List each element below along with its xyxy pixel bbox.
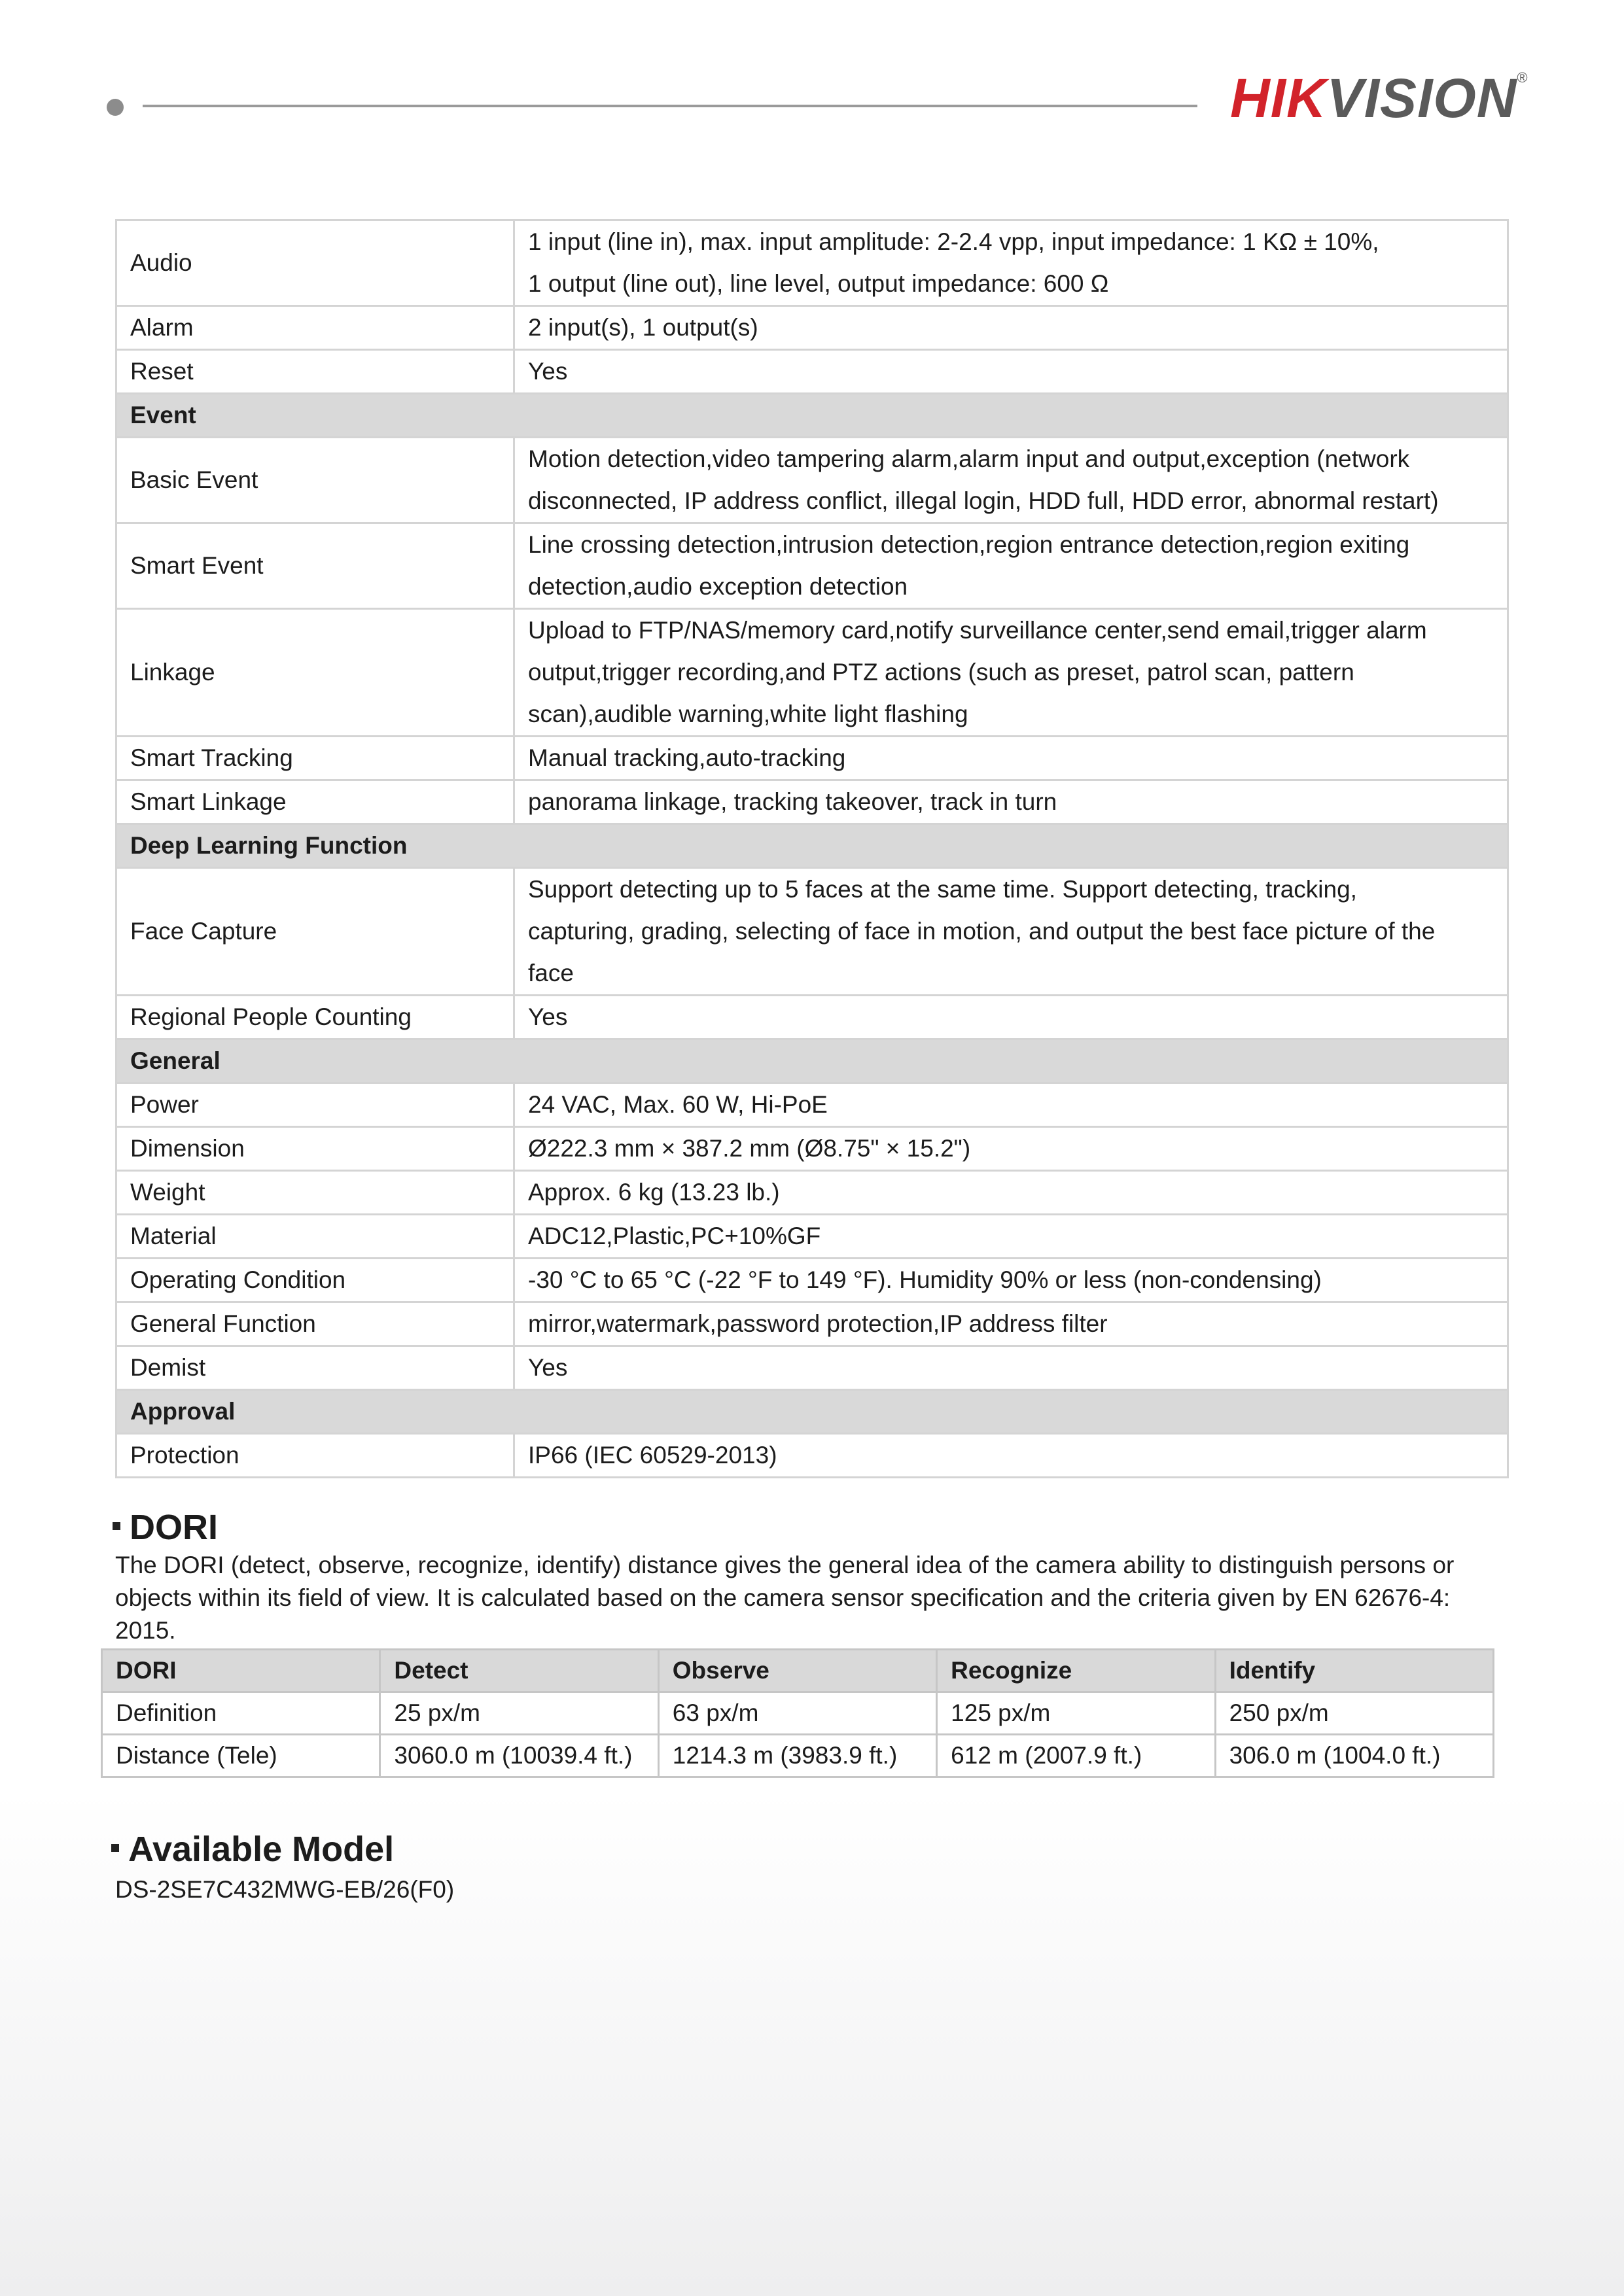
spec-value-line: panorama linkage, tracking takeover, track in turn — [528, 788, 1057, 815]
dori-header-cell: DORI — [102, 1650, 380, 1692]
model-name: DS-2SE7C432MWG-EB/26(F0) — [115, 1876, 455, 1903]
spec-key: General Function — [116, 1302, 514, 1346]
dori-row — [102, 1692, 1494, 1735]
spec-table — [115, 219, 1509, 1478]
dori-header-cell: Recognize — [937, 1650, 1215, 1692]
spec-value-line: detection,audio exception detection — [528, 573, 908, 600]
spec-key: Smart Linkage — [116, 780, 514, 824]
available-model-heading: Available Model — [111, 1832, 394, 1867]
spec-value-line: Manual tracking,auto-tracking — [528, 744, 846, 771]
spec-row — [116, 1259, 1508, 1302]
spec-row — [116, 438, 1508, 523]
spec-row — [116, 1171, 1508, 1215]
spec-row — [116, 780, 1508, 824]
spec-row — [116, 1083, 1508, 1127]
spec-key: Material — [116, 1215, 514, 1259]
spec-value-line: 24 VAC, Max. 60 W, Hi-PoE — [528, 1091, 828, 1118]
spec-value-line: scan),audible warning,white light flashing — [528, 701, 968, 727]
dori-heading: DORI — [113, 1510, 218, 1545]
spec-value — [514, 780, 1508, 824]
spec-value-line: 2 input(s), 1 output(s) — [528, 314, 758, 341]
spec-value — [514, 609, 1508, 737]
spec-value-line: ADC12,Plastic,PC+10%GF — [528, 1223, 821, 1249]
spec-value — [514, 1259, 1508, 1302]
dori-description: The DORI (detect, observe, recognize, identify) distance gives the general idea of the camera ability to distinguish persons or objects within its field of view. It is calculated based on the camera sensor specification and the criteria given by EN 62676-4: 2015. — [115, 1552, 1455, 1644]
section-title: General — [116, 1039, 1508, 1083]
section-row — [116, 1039, 1508, 1083]
spec-value — [514, 523, 1508, 609]
spec-key: Regional People Counting — [116, 996, 514, 1039]
spec-row — [116, 306, 1508, 350]
spec-row — [116, 523, 1508, 609]
spec-row — [116, 737, 1508, 780]
dori-header-row — [102, 1650, 1494, 1692]
spec-key: Reset — [116, 350, 514, 394]
spec-value-line: 1 output (line out), line level, output impedance: 600 Ω — [528, 270, 1109, 297]
section-row — [116, 824, 1508, 868]
spec-key: Audio — [116, 220, 514, 306]
bullet-square-icon — [113, 1522, 120, 1530]
spec-row — [116, 1127, 1508, 1171]
dori-header-cell: Observe — [658, 1650, 936, 1692]
spec-key: Weight — [116, 1171, 514, 1215]
spec-key: Smart Tracking — [116, 737, 514, 780]
spec-value-line: disconnected, IP address conflict, illegal login, HDD full, HDD error, abnormal restart) — [528, 487, 1439, 514]
spec-value — [514, 1215, 1508, 1259]
spec-row — [116, 868, 1508, 996]
dori-cell: 306.0 m (1004.0 ft.) — [1215, 1735, 1493, 1777]
section-row — [116, 1390, 1508, 1434]
spec-row — [116, 220, 1508, 306]
spec-value-line: Yes — [528, 358, 568, 385]
spec-value — [514, 1083, 1508, 1127]
bullet-square-icon — [111, 1844, 119, 1852]
spec-value — [514, 1302, 1508, 1346]
spec-key: Smart Event — [116, 523, 514, 609]
spec-key: Alarm — [116, 306, 514, 350]
section-row — [116, 394, 1508, 438]
spec-value-line: Approx. 6 kg (13.23 lb.) — [528, 1179, 780, 1206]
spec-value-line: Upload to FTP/NAS/memory card,notify surveillance center,send email,trigger alarm — [528, 617, 1427, 644]
spec-value — [514, 737, 1508, 780]
spec-key: Protection — [116, 1434, 514, 1478]
spec-value-line: Yes — [528, 1003, 568, 1030]
spec-value-line: IP66 (IEC 60529-2013) — [528, 1442, 777, 1469]
spec-value — [514, 1171, 1508, 1215]
spec-value — [514, 1346, 1508, 1390]
dori-row — [102, 1735, 1494, 1777]
dori-cell: 3060.0 m (10039.4 ft.) — [380, 1735, 658, 1777]
dori-cell: 612 m (2007.9 ft.) — [937, 1735, 1215, 1777]
spec-value — [514, 220, 1508, 306]
spec-value — [514, 1434, 1508, 1478]
dori-cell: 63 px/m — [658, 1692, 936, 1735]
spec-key: Linkage — [116, 609, 514, 737]
spec-value — [514, 306, 1508, 350]
spec-value — [514, 350, 1508, 394]
spec-value-line: mirror,watermark,password protection,IP address filter — [528, 1310, 1108, 1337]
header-rule — [143, 105, 1197, 107]
spec-value-line: Support detecting up to 5 faces at the same time. Support detecting, tracking, — [528, 876, 1357, 903]
dori-cell: 1214.3 m (3983.9 ft.) — [658, 1735, 936, 1777]
dori-table — [101, 1648, 1494, 1778]
dori-header-cell: Detect — [380, 1650, 658, 1692]
dori-cell: Definition — [102, 1692, 380, 1735]
spec-row — [116, 1215, 1508, 1259]
spec-row — [116, 1434, 1508, 1478]
spec-value-line: Yes — [528, 1354, 568, 1381]
spec-key: Operating Condition — [116, 1259, 514, 1302]
spec-value — [514, 996, 1508, 1039]
spec-row — [116, 996, 1508, 1039]
dori-cell: 250 px/m — [1215, 1692, 1493, 1735]
spec-key: Basic Event — [116, 438, 514, 523]
dori-cell: Distance (Tele) — [102, 1735, 380, 1777]
spec-key: Face Capture — [116, 868, 514, 996]
spec-value-line: face — [528, 960, 574, 986]
spec-value-line: 1 input (line in), max. input amplitude: 2-2.4 vpp, input impedance: 1 KΩ ± 10%, — [528, 228, 1379, 255]
spec-key: Demist — [116, 1346, 514, 1390]
spec-value-line: Line crossing detection,intrusion detection,region entrance detection,region exiting — [528, 531, 1410, 558]
spec-value — [514, 438, 1508, 523]
spec-value-line: output,trigger recording,and PTZ actions (such as preset, patrol scan, pattern — [528, 659, 1354, 686]
header-dot — [107, 99, 124, 116]
dori-cell: 25 px/m — [380, 1692, 658, 1735]
spec-value-line: Ø222.3 mm × 387.2 mm (Ø8.75" × 15.2") — [528, 1135, 971, 1162]
spec-value-line: -30 °C to 65 °C (-22 °F to 149 °F). Humidity 90% or less (non-condensing) — [528, 1266, 1322, 1293]
spec-value-line: capturing, grading, selecting of face in motion, and output the best face picture of the — [528, 918, 1436, 945]
spec-row — [116, 1302, 1508, 1346]
dori-header-cell: Identify — [1215, 1650, 1493, 1692]
spec-value-line: Motion detection,video tampering alarm,alarm input and output,exception (network — [528, 445, 1410, 472]
section-title: Deep Learning Function — [116, 824, 1508, 868]
spec-value — [514, 868, 1508, 996]
spec-key: Dimension — [116, 1127, 514, 1171]
dori-cell: 125 px/m — [937, 1692, 1215, 1735]
spec-key: Power — [116, 1083, 514, 1127]
section-title: Event — [116, 394, 1508, 438]
spec-row — [116, 1346, 1508, 1390]
spec-row — [116, 350, 1508, 394]
spec-value — [514, 1127, 1508, 1171]
hikvision-logo: HIKVISION® — [1230, 67, 1528, 129]
spec-row — [116, 609, 1508, 737]
section-title: Approval — [116, 1390, 1508, 1434]
